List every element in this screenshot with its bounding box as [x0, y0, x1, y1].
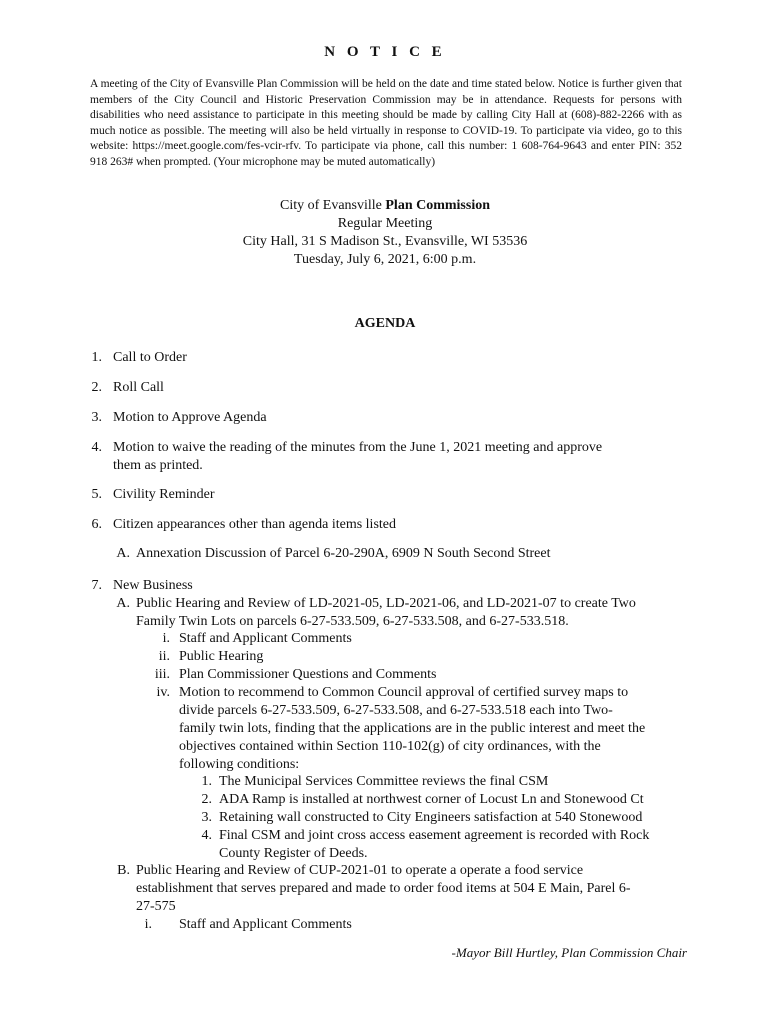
agenda-item-number: 5. — [91, 487, 102, 502]
agenda-item-text: Roll Call — [113, 380, 164, 395]
condition-text: The Municipal Services Committee reviews the final CSM — [219, 774, 549, 789]
agenda-item-text: New Business — [113, 578, 193, 593]
organization-body: Plan Commission — [385, 198, 490, 213]
condition-number: 1. — [201, 774, 212, 789]
meeting-header — [0, 197, 770, 269]
motion-text-line: objectives contained within Section 110-102(g) of city ordinances, with the — [179, 739, 601, 754]
new-business-text-line1: Public Hearing and Review of LD-2021-05, LD-2021-06, and LD-2021-07 to create Two — [136, 596, 636, 611]
roman-numeral: ii. — [158, 649, 170, 664]
notice-paragraph: A meeting of the City of Evansville Plan Commission will be held on the date and time stated below. Notice is further given that members of the City Council and Historic Preservation Commission may be in attendance. Requests for persons with disabilities who need assistance to participate in this meeting should be made by calling City Hall at (608)-882-2266 with as much notice as possible. The meeting will also be held virtually in response to COVID-19. To participate via video, go to this website: https://meet.google.com/fes-vcir-rfv. To participate via phone, call this number: 1 608-764-9643 and enter PIN: 352 918 263# when prompted. (Your microphone may be muted automatically) — [90, 78, 682, 168]
meeting-organization — [0, 197, 770, 215]
motion-text-line: divide parcels 6-27-533.509, 6-27-533.508, and 6-27-533.518 each into Two- — [179, 703, 613, 718]
meeting-datetime: Tuesday, July 6, 2021, 6:00 p.m. — [293, 252, 477, 267]
new-business-text-line: Public Hearing and Review of CUP-2021-01 to operate a operate a food service — [136, 863, 584, 878]
roman-numeral: i. — [162, 631, 170, 646]
motion-text-line: following conditions: — [179, 757, 300, 772]
agenda-item-number: 6. — [91, 517, 102, 532]
agenda-item-text: Civility Reminder — [113, 487, 215, 502]
agenda-item-text: Call to Order — [113, 350, 187, 365]
new-business-text-line: 27-575 — [136, 899, 176, 914]
condition-number: 2. — [201, 792, 212, 807]
condition-number: 3. — [201, 810, 212, 825]
roman-subitem-text: Public Hearing — [179, 649, 264, 664]
agenda-item-text-line1: Motion to waive the reading of the minutes from the June 1, 2021 meeting and approve — [113, 440, 603, 455]
new-business-text-line: establishment that serves prepared and made to order food items at 504 E Main, Parel 6- — [136, 881, 631, 896]
new-business-letter: A. — [116, 596, 130, 611]
roman-numeral: iii. — [154, 667, 170, 682]
agenda-item-number: 3. — [91, 410, 102, 425]
agenda-item-text: Citizen appearances other than agenda items listed — [113, 517, 397, 532]
condition-text: ADA Ramp is installed at northwest corner of Locust Ln and Stonewood Ct — [219, 792, 644, 807]
roman-subitem-text: Staff and Applicant Comments — [179, 917, 352, 932]
notice-title: N O T I C E — [324, 44, 446, 60]
motion-text-line: Motion to recommend to Common Council approval of certified survey maps to — [179, 685, 629, 700]
agenda-item-number: 7. — [91, 578, 102, 593]
signature-line: -Mayor Bill Hurtley, Plan Commission Chair — [451, 945, 687, 960]
condition-text-line1: Final CSM and joint cross access easement agreement is recorded with Rock — [219, 828, 650, 843]
roman-numeral: iv. — [156, 685, 170, 700]
condition-number: 4. — [201, 828, 212, 843]
agenda-item-number: 2. — [91, 380, 102, 395]
new-business-text-line2: Family Twin Lots on parcels 6-27-533.509, 6-27-533.508, and 6-27-533.518. — [136, 614, 569, 629]
organization-city: City of Evansville — [279, 198, 386, 213]
condition-text-line2: County Register of Deeds. — [219, 846, 368, 861]
roman-numeral: i. — [144, 917, 152, 932]
new-business-letter: B. — [117, 863, 130, 878]
meeting-type: Regular Meeting — [337, 216, 433, 231]
agenda-title: AGENDA — [354, 316, 416, 331]
agenda-subitem-text: Annexation Discussion of Parcel 6-20-290A, 6909 N South Second Street — [136, 546, 551, 561]
agenda-subitem-letter: A. — [116, 546, 130, 561]
meeting-location: City Hall, 31 S Madison St., Evansville, WI 53536 — [242, 234, 528, 249]
agenda-item-number: 1. — [91, 350, 102, 365]
motion-text-line: family twin lots, finding that the applications are in the public interest and meet the — [179, 721, 646, 736]
agenda-item-number: 4. — [91, 440, 102, 455]
agenda-item-text-line2: them as printed. — [113, 458, 203, 473]
roman-subitem-text: Staff and Applicant Comments — [179, 631, 352, 646]
condition-text: Retaining wall constructed to City Engineers satisfaction at 540 Stonewood — [219, 810, 643, 825]
roman-subitem-text: Plan Commissioner Questions and Comments — [179, 667, 437, 682]
agenda-item-text: Motion to Approve Agenda — [113, 410, 267, 425]
